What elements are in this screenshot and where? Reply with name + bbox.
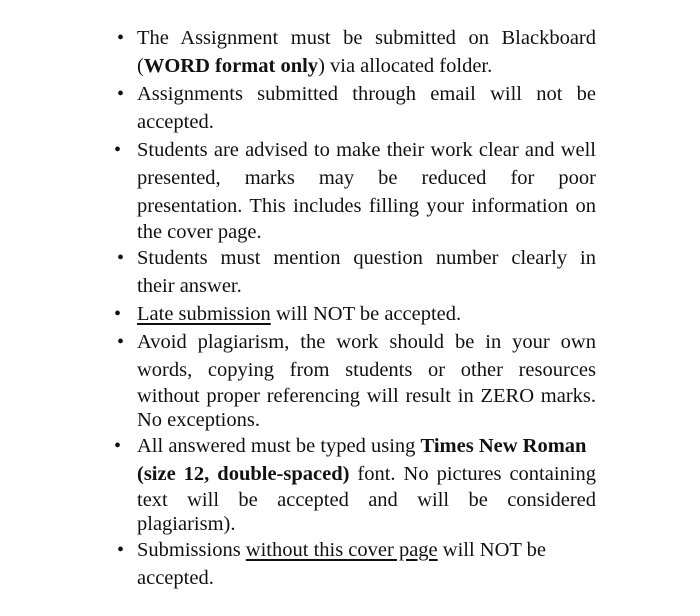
rule-line bbox=[137, 108, 596, 136]
bullet-icon: • bbox=[117, 539, 125, 561]
underlined-text: Late submission bbox=[137, 303, 271, 325]
rule-line bbox=[137, 192, 596, 220]
rule-line bbox=[137, 24, 596, 52]
rule-text: No exceptions. bbox=[137, 409, 260, 431]
rule-text: Students must mention question number clearly in bbox=[137, 247, 596, 269]
assignment-rules-document bbox=[0, 24, 700, 592]
rule-item bbox=[117, 80, 596, 136]
rule-line bbox=[137, 80, 596, 108]
rule-text: font. No pictures containing bbox=[349, 463, 596, 485]
rule-line bbox=[137, 432, 596, 460]
rule-line bbox=[137, 460, 596, 488]
rule-item bbox=[117, 244, 596, 300]
rules-list bbox=[0, 24, 700, 592]
rule-line bbox=[137, 164, 596, 192]
rule-text: Submissions bbox=[137, 539, 246, 561]
rule-item bbox=[114, 300, 596, 328]
bullet-icon: • bbox=[114, 139, 122, 161]
bullet-icon: • bbox=[114, 435, 122, 457]
rule-text: words, copying from students or other resources bbox=[137, 359, 596, 381]
rule-text: Avoid plagiarism, the work should be in your own bbox=[137, 331, 596, 353]
rule-item bbox=[114, 136, 596, 244]
rule-text: ) via allocated folder. bbox=[318, 55, 493, 77]
rule-item bbox=[114, 432, 596, 536]
rule-item bbox=[117, 328, 596, 432]
rule-line bbox=[137, 300, 596, 328]
rule-text: will NOT be accepted. bbox=[270, 303, 462, 325]
rule-line bbox=[137, 328, 596, 356]
bullet-icon: • bbox=[117, 83, 125, 105]
rule-text: presentation. This includes filling your information on bbox=[137, 195, 596, 217]
underlined-text: without this cover page bbox=[245, 539, 438, 561]
rule-line bbox=[137, 220, 596, 244]
rule-text: the cover page. bbox=[137, 221, 262, 243]
rule-text: Students are advised to make their work clear and well bbox=[137, 139, 596, 161]
rule-line bbox=[137, 564, 596, 592]
bullet-icon: • bbox=[117, 331, 125, 353]
rule-line bbox=[137, 136, 596, 164]
rule-text: Assignments submitted through email will not be bbox=[137, 83, 596, 105]
rule-item bbox=[117, 536, 596, 592]
rule-line bbox=[137, 52, 596, 80]
rule-line bbox=[137, 272, 596, 300]
rule-text: accepted. bbox=[137, 567, 214, 589]
rule-line bbox=[137, 384, 596, 408]
rule-item bbox=[117, 24, 596, 80]
rule-text: plagiarism). bbox=[137, 513, 236, 535]
emphasis-text: WORD format only bbox=[143, 55, 319, 77]
rule-line bbox=[137, 408, 596, 432]
rule-text: text will be accepted and will be considered bbox=[137, 489, 596, 511]
bullet-icon: • bbox=[117, 247, 125, 269]
rule-line bbox=[137, 512, 596, 536]
rule-line bbox=[137, 488, 596, 512]
rule-text: The Assignment must be submitted on Blackboard bbox=[137, 27, 596, 49]
rule-text: All answered must be typed using bbox=[137, 435, 421, 457]
rule-line bbox=[137, 536, 596, 564]
rule-text: ( bbox=[137, 55, 144, 77]
rule-line bbox=[137, 356, 596, 384]
rule-text: without proper referencing will result in ZERO marks. bbox=[137, 385, 596, 407]
rule-text: will NOT be bbox=[437, 539, 547, 561]
bullet-icon: • bbox=[117, 27, 125, 49]
rule-text: their answer. bbox=[137, 275, 242, 297]
rule-text: accepted. bbox=[137, 111, 214, 133]
emphasis-text: (size 12, double-spaced) bbox=[137, 463, 350, 485]
bullet-icon: • bbox=[114, 303, 122, 325]
rule-text: presented, marks may be reduced for poor bbox=[137, 167, 596, 189]
emphasis-text: Times New Roman bbox=[420, 435, 587, 457]
rule-line bbox=[137, 244, 596, 272]
